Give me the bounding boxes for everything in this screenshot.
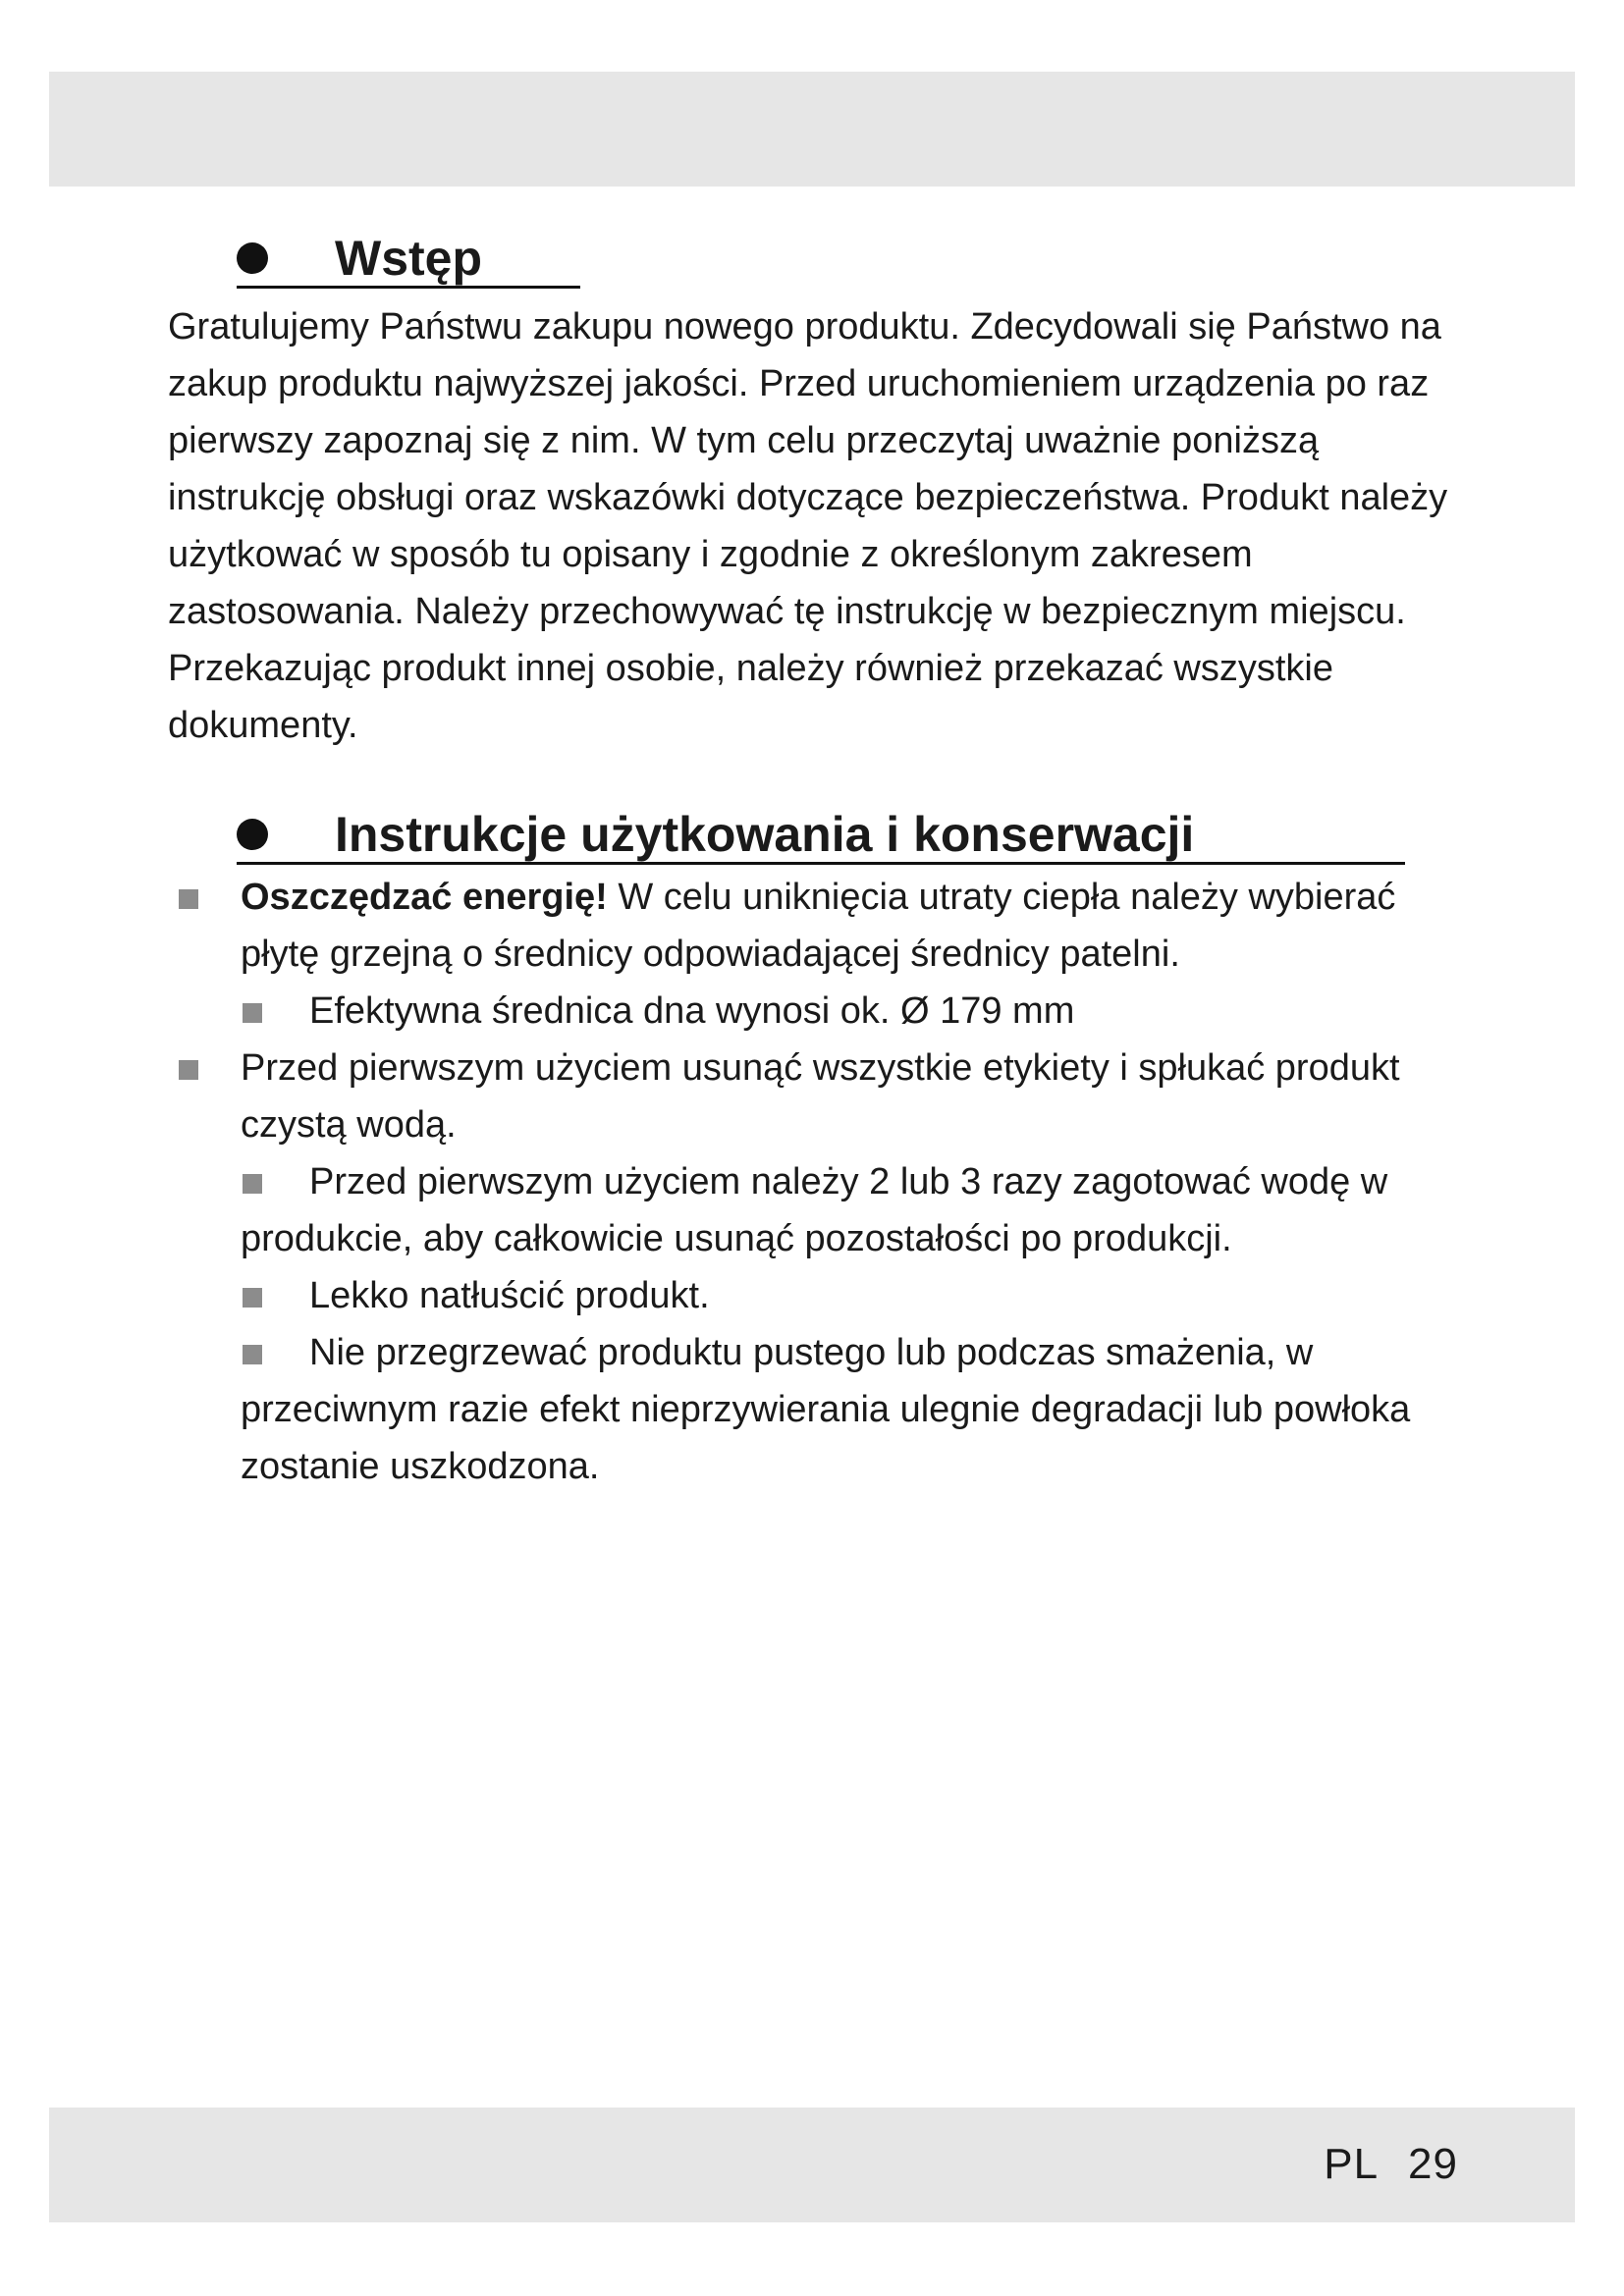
list-item xyxy=(168,869,1484,983)
usage-list xyxy=(168,869,1484,1495)
square-bullet-icon xyxy=(243,1345,262,1364)
intro-section xyxy=(168,224,1484,754)
square-bullet-icon xyxy=(243,1174,262,1194)
list-subitem-text: Efektywna średnica dna wynosi ok. Ø 179 mm xyxy=(309,990,1075,1032)
usage-heading-text: Instrukcje użytkowania i konserwacji xyxy=(335,807,1195,862)
page-number: 29 xyxy=(1408,2140,1458,2188)
intro-heading-text: Wstęp xyxy=(335,231,482,286)
intro-heading xyxy=(168,224,1484,293)
bullet-dot-icon xyxy=(237,242,268,274)
intro-paragraph: Gratulujemy Państwu zakupu nowego produktu. Zdecydowali się Państwo na zakup produktu najwyższej jakości. Przed uruchomieniem urządzenia po raz pierwszy zapoznaj się z nim. W tym celu przeczytaj uważnie poniższą instrukcję obsługi oraz wskazówki dotyczące bezpieczeństwa. Produkt należy użytkować w sposób tu opisany i zgodnie z określonym zakresem zastosowania. Należy przechowywać tę instrukcję w bezpiecznym miejscu. Przekazując produkt innej osobie, należy również przekazać wszystkie dokumenty. xyxy=(168,306,1448,746)
square-bullet-icon xyxy=(243,1288,262,1308)
list-subitem xyxy=(168,1267,1484,1324)
page-footer xyxy=(1324,2140,1458,2189)
list-item-bold: Oszczędzać energię! xyxy=(241,877,608,918)
square-bullet-icon xyxy=(179,889,198,909)
list-item-text: W celu uniknięcia utraty ciepła należy wybierać płytę grzejną o średnicy odpowiadającej średnicy patelni. xyxy=(241,877,1396,975)
list-subitem xyxy=(168,1153,1484,1267)
heading-underline xyxy=(237,286,580,289)
list-subitem-text: Przed pierwszym użyciem należy 2 lub 3 razy zagotować wodę w produkcie, aby całkowicie usunąć pozostałości po produkcji. xyxy=(241,1161,1388,1259)
heading-underline xyxy=(237,862,1405,865)
header-band xyxy=(49,72,1575,187)
square-bullet-icon xyxy=(243,1003,262,1023)
list-subitem-text: Lekko natłuścić produkt. xyxy=(309,1275,710,1316)
bullet-dot-icon xyxy=(237,819,268,850)
footer-language: PL xyxy=(1324,2140,1380,2188)
square-bullet-icon xyxy=(179,1060,198,1080)
usage-section xyxy=(168,800,1484,1495)
list-subitem-text: Nie przegrzewać produktu pustego lub podczas smażenia, w przeciwnym razie efekt nieprzywierania ulegnie degradacji lub powłoka zostanie uszkodzona. xyxy=(241,1332,1411,1487)
list-item-text: Przed pierwszym użyciem usunąć wszystkie etykiety i spłukać produkt czystą wodą. xyxy=(241,1047,1400,1146)
list-subitem xyxy=(168,1324,1484,1495)
list-item xyxy=(168,1040,1484,1153)
list-subitem xyxy=(168,983,1484,1040)
usage-heading xyxy=(168,800,1484,869)
